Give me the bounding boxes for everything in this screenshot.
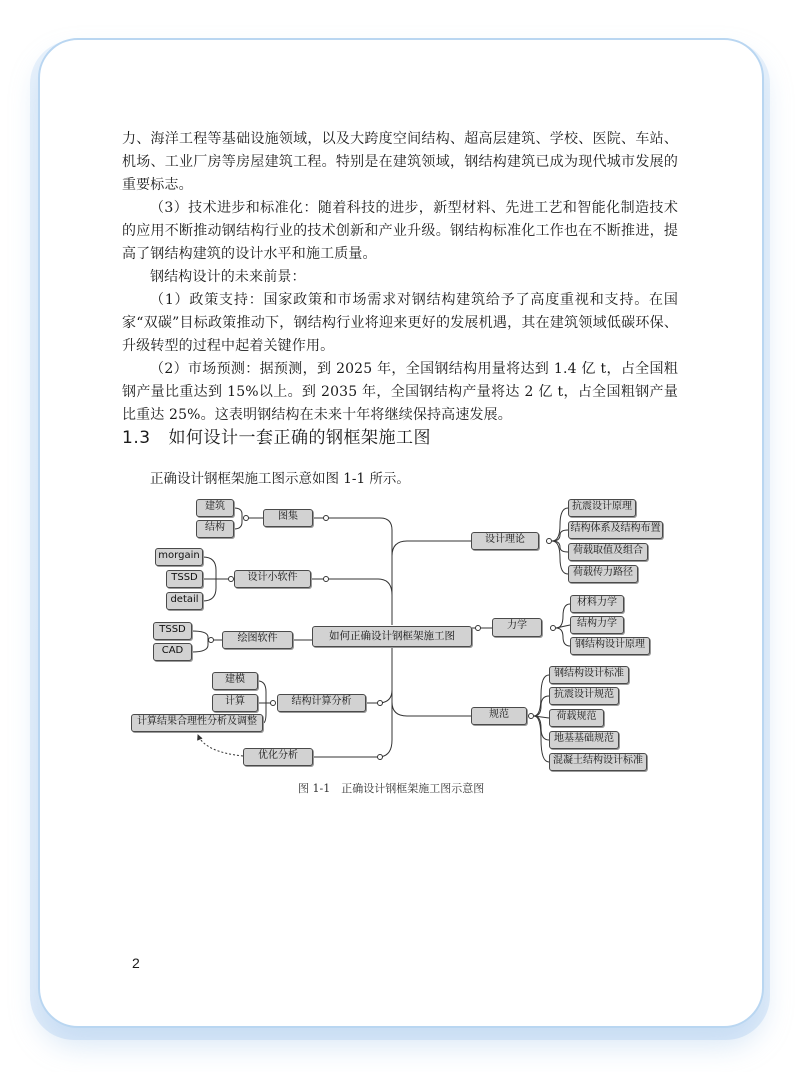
- paragraph-4: （1）政策支持：国家政策和市场需求对钢结构建筑给予了高度重视和支持。在国家“双碳”目标政策推动下，钢结构行业将迎来更好的发展机遇，其在建筑领域低碳环保、升级转型的过程中起着关键作用。: [122, 292, 678, 354]
- link-jianmo: [258, 681, 266, 703]
- link-jiegou: [234, 518, 242, 529]
- page-number: 2: [132, 955, 140, 971]
- link-cad: [192, 640, 208, 652]
- node-xiaoruanjian: 设计小软件: [234, 570, 311, 588]
- node-gangjiegouyuanli: 钢结构设计原理: [570, 637, 650, 655]
- node-quzhi: 荷载取值及组合: [568, 543, 648, 561]
- node-chuanli: 荷载传力路径: [568, 565, 638, 583]
- node-cad: CAD: [153, 643, 192, 661]
- link-morgain: [203, 557, 216, 579]
- node-tixi: 结构体系及结构布置: [568, 521, 663, 539]
- link-djgf: [534, 716, 549, 740]
- node-morgain: morgain: [155, 548, 203, 566]
- branch-sheji: [392, 541, 471, 625]
- node-jianmo: 建模: [212, 672, 258, 690]
- link-gjgbz: [534, 675, 549, 716]
- node-jianzhu: 建筑: [196, 499, 234, 517]
- node-youhua: 优化分析: [243, 748, 313, 766]
- node-tssd-draw: TSSD: [153, 622, 192, 640]
- figure-intro: 正确设计钢框架施工图示意如图 1-1 所示。: [150, 471, 410, 487]
- link-jianzhu: [234, 508, 242, 518]
- branch-tuji: [313, 518, 392, 625]
- node-huitu: 绘图软件: [222, 631, 293, 649]
- node-detail: detail: [166, 592, 203, 610]
- node-tuji: 图集: [263, 509, 313, 527]
- node-kangzhenyuanli: 抗震设计原理: [568, 499, 636, 517]
- node-center: 如何正确设计钢框架施工图: [312, 626, 472, 647]
- node-jisuan: 计算: [212, 694, 258, 712]
- figure-caption: 图 1-1 正确设计钢框架施工图示意图: [298, 782, 485, 795]
- paragraph-2: （3）技术进步和标准化：随着科技的进步，新型材料、先进工艺和智能化制造技术的应用不断推动钢结构行业的技术创新和产业升级。钢结构标准化工作也在不断推进，提高了钢结构建筑的设计水平和施工质量。: [122, 200, 678, 262]
- node-gjgbz: 钢结构设计标准: [549, 666, 629, 684]
- link-gangjiegouyuanli: [556, 628, 570, 646]
- link-jiegoulixue: [556, 625, 570, 628]
- node-heli: 计算结果合理性分析及调整: [131, 714, 263, 732]
- branch-guifan: [392, 648, 471, 716]
- node-hzgf: 荷载规范: [549, 709, 604, 727]
- link-quzhi: [552, 541, 568, 552]
- link-heli: [263, 703, 266, 723]
- link-cailiao: [556, 604, 570, 628]
- node-jiegou: 结构: [196, 520, 234, 538]
- section-title: 如何设计一套正确的钢框架施工图: [168, 428, 432, 448]
- feedback-arrow: [198, 735, 243, 756]
- node-guifan: 规范: [471, 707, 527, 725]
- node-jiegoulixue: 结构力学: [570, 616, 624, 634]
- node-tssd-small: TSSD: [166, 570, 203, 588]
- node-jisuanfenxi: 结构计算分析: [277, 694, 366, 712]
- section-number: 1.3: [122, 428, 151, 448]
- link-hntgf: [534, 716, 549, 762]
- link-tssd-2: [192, 631, 208, 640]
- node-cailiao: 材料力学: [570, 595, 624, 613]
- link-kzgf: [534, 696, 549, 716]
- node-hntgf: 混凝土结构设计标准: [549, 753, 647, 771]
- node-lixue: 力学: [492, 618, 542, 637]
- link-detail: [203, 579, 216, 601]
- node-djgf: 地基基础规范: [549, 731, 619, 749]
- paragraph-5: （2）市场预测：据预测，到 2025 年，全国钢结构用量将达到 1.4 亿 t，占全国粗钢产量比重达到 15%以上。到 2035 年，全国钢结构产量将达 2 亿 t，占全国粗钢产量比重达 25%。这表明钢结构在未来十年将继续保持高速发展。: [122, 361, 678, 423]
- branch-xiaoruanjian: [311, 579, 392, 595]
- node-shejililun: 设计理论: [471, 532, 539, 550]
- paragraph-1: 力、海洋工程等基础设施领域，以及大跨度空间结构、超高层建筑、学校、医院、车站、机场、工业厂房等房屋建筑工程。特别是在建筑领域，钢结构建筑已成为现代城市发展的重要标志。: [122, 131, 678, 193]
- branch-jisuan: [366, 648, 392, 703]
- paragraph-3: 钢结构设计的未来前景：: [150, 269, 306, 285]
- node-kzgf: 抗震设计规范: [549, 687, 619, 705]
